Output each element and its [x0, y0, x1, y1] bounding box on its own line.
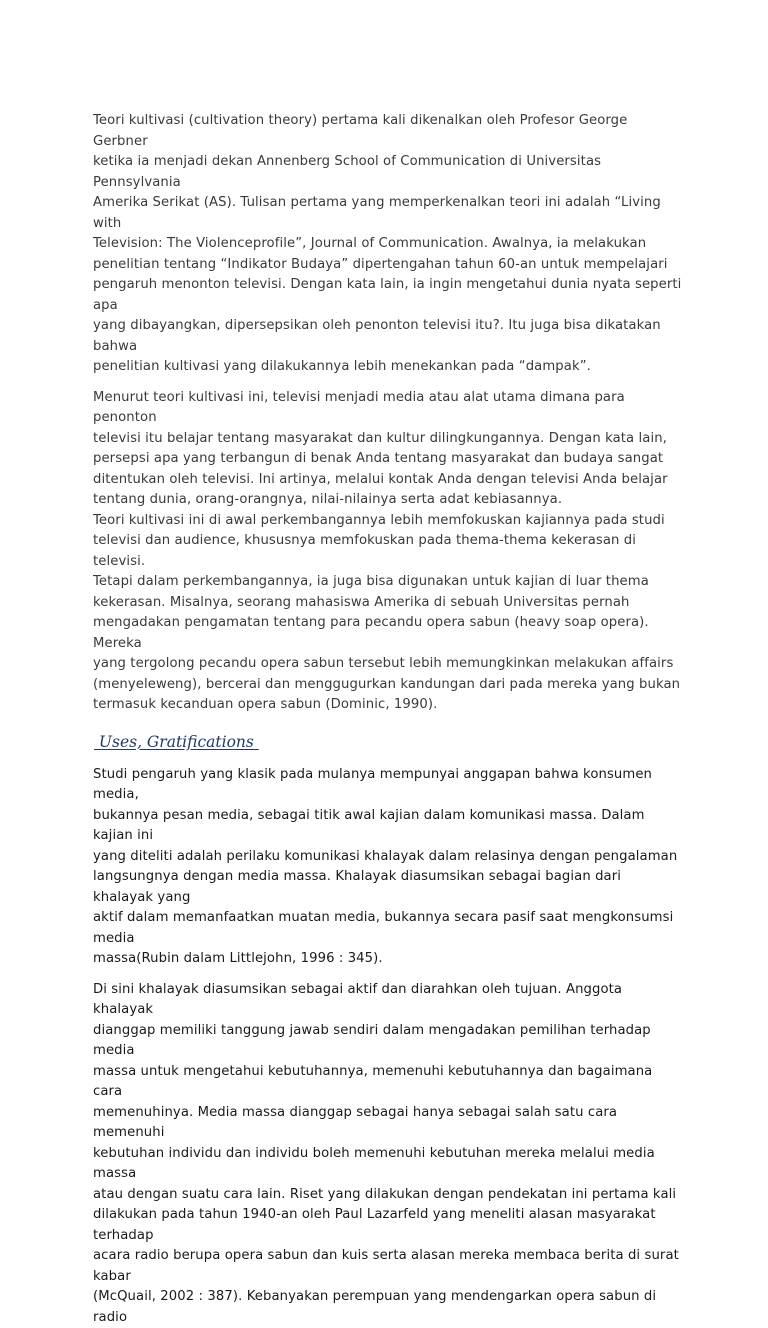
paragraph-cultivation-theory: Menurut teori kultivasi ini, televisi menjadi media atau alat utama dimana para penonton televisi itu belajar tentang masyarakat dan kultur dilingkungannya. Dengan kata lain, persepsi apa yang terbangun di benak Anda tentang masyarakat dan budaya sangat ditentukan oleh televisi. Ini artinya, melalui kontak Anda dengan televisi Anda belajar tentang dunia, orang-orangnya, nilai-nilainya serta adat kebiasannya. Teori kultivasi ini di awal perkembangannya lebih memfokuskan kajiannya pada studi televisi dan audience, khususnya memfokuskan pada thema-thema kekerasan di televisi. Tetapi dalam perkembangannya, ia juga bisa digunakan untuk kajian di luar thema kekerasan. Misalnya, seorang mahasiswa Amerika di sebuah Universitas pernah mengadakan pengamatan tentang para pecandu opera sabun (heavy soap opera). Mereka yang tergolong pecandu opera sabun tersebut lebih memungkinkan melakukan affairs (menyeleweng), bercerai dan menggugurkan kandungan dari pada mereka yang bukan termasuk kecanduan opera sabun (Dominic, 1990). — [93, 388, 683, 716]
paragraph-active-audience: Di sini khalayak diasumsikan sebagai aktif dan diarahkan oleh tujuan. Anggota khalayak dianggap memiliki tanggung jawab sendiri dalam mengadakan pemilihan terhadap media massa untuk mengetahui kebutuhannya, memenuhi kebutuhannya dan bagaimana cara memenuhinya. Media massa dianggap sebagai hanya sebagai salah satu cara memenuhi kebutuhan individu dan individu boleh memenuhi kebutuhan mereka melalui media massa atau dengan suatu cara lain. Riset yang dilakukan dengan pendekatan ini pertama kali dilakukan pada tahun 1940-an oleh Paul Lazarfeld yang meneliti alasan masyarakat terhadap acara radio berupa opera sabun dan kuis serta alasan mereka membaca berita di surat kabar (McQuail, 2002 : 387). Kebanyakan perempuan yang mendengarkan opera sabun di radio — [93, 980, 683, 1328]
section-heading-uses-gratifications: Uses, Gratifications — [94, 733, 768, 751]
paragraph-uses-gratifications-intro: Studi pengaruh yang klasik pada mulanya mempunyai anggapan bahwa konsumen media, bukannya pesan media, sebagai titik awal kajian dalam komunikasi massa. Dalam kajian ini yang diteliti adalah perilaku komunikasi khalayak dalam relasinya dengan pengalaman langsungnya dengan media massa. Khalayak diasumsikan sebagai bagian dari khalayak yang aktif dalam memanfaatkan muatan media, bukannya secara pasif saat mengkonsumsi media massa(Rubin dalam Littlejohn, 1996 : 345). — [93, 765, 683, 970]
paragraph-cultivation-intro: Teori kultivasi (cultivation theory) pertama kali dikenalkan oleh Profesor George Gerbner ketika ia menjadi dekan Annenberg School of Communication di Universitas Pennsylvania Amerika Serikat (AS). Tulisan pertama yang memperkenalkan teori ini adalah “Living with Television: The Violenceprofile”, Journal of Communication. Awalnya, ia melakukan penelitian tentang “Indikator Budaya” dipertengahan tahun 60-an untuk mempelajari pengaruh menonton televisi. Dengan kata lain, ia ingin mengetahui dunia nyata seperti apa yang dibayangkan, dipersepsikan oleh penonton televisi itu?. Itu juga bisa dikatakan bahwa penelitian kultivasi yang dilakukannya lebih menekankan pada “dampak”. — [93, 111, 683, 378]
